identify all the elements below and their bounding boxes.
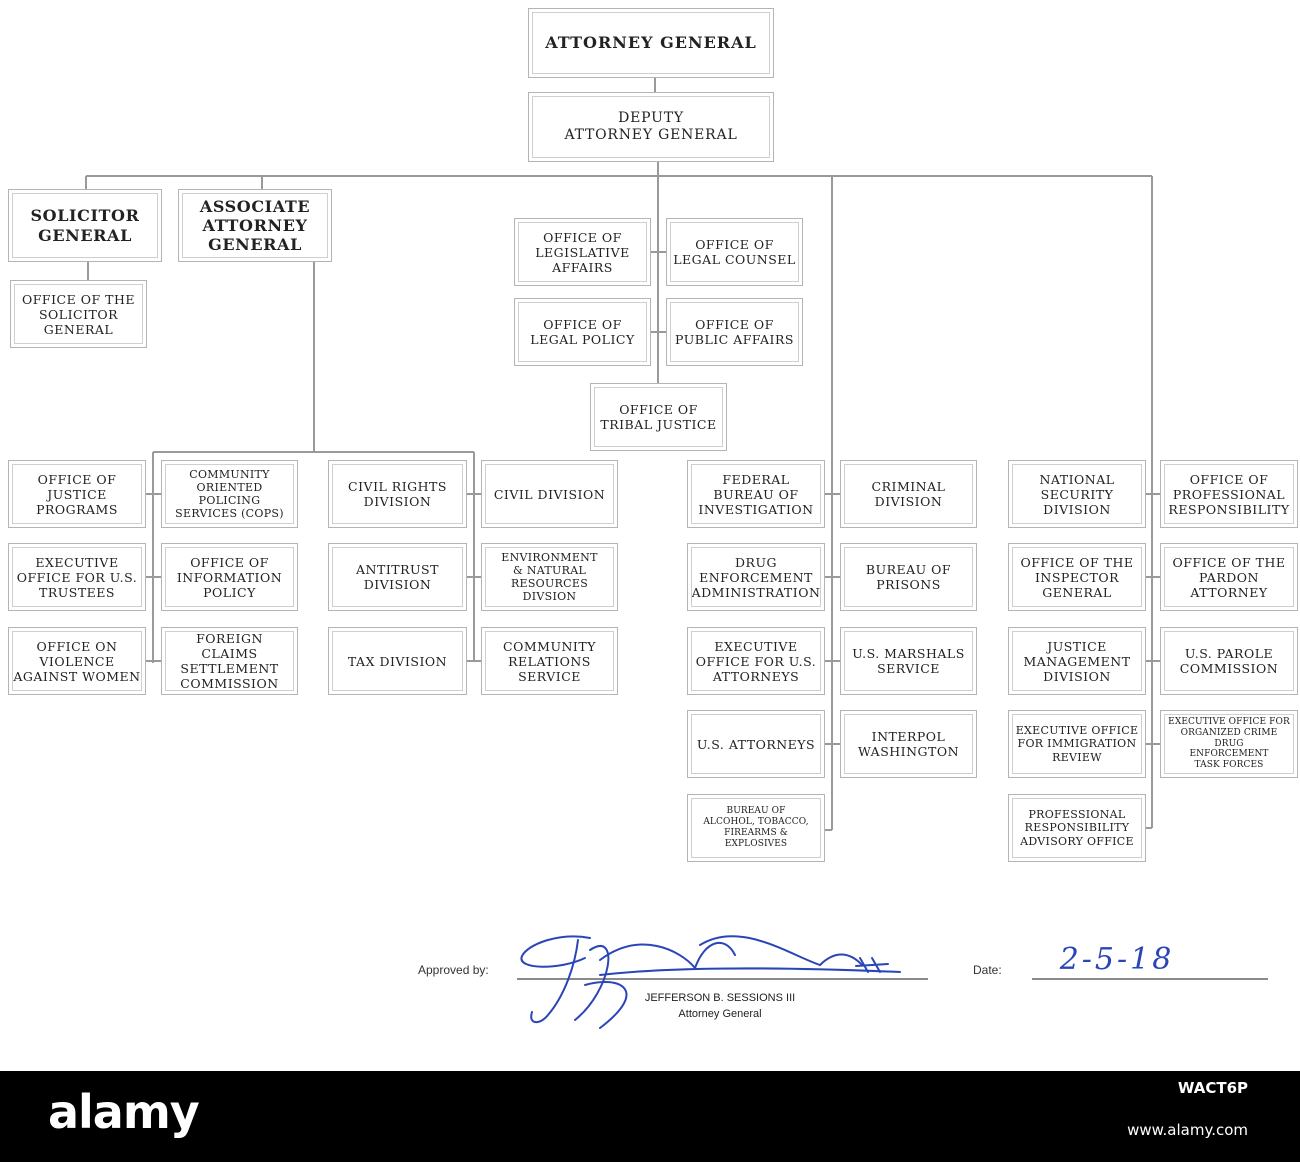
org-label: U.S. PAROLE COMMISSION <box>1179 646 1279 676</box>
org-label: ANTITRUST DIVISION <box>356 562 439 592</box>
org-label: CIVIL RIGHTS DIVISION <box>348 479 447 509</box>
org-label: NATIONAL SECURITY DIVISION <box>1039 471 1115 517</box>
footer-url: www.alamy.com <box>1127 1121 1248 1139</box>
org-label: EXECUTIVE OFFICE FOR ORGANIZED CRIME DRUG ENFORCEMENT TASK FORCES <box>1168 717 1290 771</box>
signer-title: Attorney General <box>678 1008 762 1020</box>
org-label: OFFICE OF THE INSPECTOR GENERAL <box>1020 554 1134 600</box>
org-label: OFFICE OF TRIBAL JUSTICE <box>600 402 717 432</box>
org-label: DEPUTY ATTORNEY GENERAL <box>564 110 738 143</box>
org-label: JUSTICE MANAGEMENT DIVISION <box>1023 638 1131 684</box>
org-label: ENVIRONMENT & NATURAL RESOURCES DIVSION <box>501 550 598 604</box>
org-label: BUREAU OF PRISONS <box>865 562 952 592</box>
org-label: BUREAU OF ALCOHOL, TOBACCO, FIREARMS & EXPLOSIVES <box>703 806 809 849</box>
org-label: CIVIL DIVISION <box>493 486 606 502</box>
org-label: OFFICE OF PUBLIC AFFAIRS <box>675 317 794 347</box>
org-label: CRIMINAL DIVISION <box>871 479 946 509</box>
org-label: EXECUTIVE OFFICE FOR U.S. TRUSTEES <box>16 554 138 600</box>
org-label: OFFICE OF LEGAL POLICY <box>530 317 635 347</box>
org-label: OFFICE ON VIOLENCE AGAINST WOMEN <box>13 638 141 684</box>
org-label: INTERPOL WASHINGTON <box>857 729 960 759</box>
org-label: COMMUNITY RELATIONS SERVICE <box>503 638 596 684</box>
org-label: EXECUTIVE OFFICE FOR IMMIGRATION REVIEW <box>1015 724 1139 764</box>
org-label: OFFICE OF LEGAL COUNSEL <box>673 237 796 267</box>
footer-image-id: WACT6P <box>1177 1079 1248 1097</box>
org-label: EXECUTIVE OFFICE FOR U.S. ATTORNEYS <box>695 638 817 684</box>
approved-by-label: Approved by: <box>418 963 489 977</box>
org-label: OFFICE OF JUSTICE PROGRAMS <box>36 471 118 517</box>
date-value: 2-5-18 <box>1059 942 1175 977</box>
date-label: Date: <box>973 963 1002 977</box>
org-label: SOLICITOR GENERAL <box>30 206 140 245</box>
org-label: OFFICE OF INFORMATION POLICY <box>176 554 283 600</box>
org-label: COMMUNITY ORIENTED POLICING SERVICES (COPS) <box>175 467 284 521</box>
footer-brand: alamy <box>48 1085 199 1139</box>
org-label: OFFICE OF PROFESSIONAL RESPONSIBILITY <box>1168 471 1290 517</box>
org-label: U.S. ATTORNEYS <box>696 736 816 752</box>
signer-name: JEFFERSON B. SESSIONS III <box>644 992 796 1004</box>
org-label: U.S. MARSHALS SERVICE <box>852 646 965 676</box>
org-label: TAX DIVISION <box>347 653 448 669</box>
org-label: ATTORNEY GENERAL <box>545 33 757 53</box>
org-label: FEDERAL BUREAU OF INVESTIGATION <box>698 471 814 517</box>
org-label: FOREIGN CLAIMS SETTLEMENT COMMISSION <box>180 631 279 691</box>
org-label: OFFICE OF LEGISLATIVE AFFAIRS <box>535 229 630 275</box>
org-label: OFFICE OF THE SOLICITOR GENERAL <box>22 291 135 337</box>
org-label: OFFICE OF THE PARDON ATTORNEY <box>1172 554 1286 600</box>
org-label: PROFESSIONAL RESPONSIBILITY ADVISORY OFFICE <box>1020 808 1134 848</box>
org-label: DRUG ENFORCEMENT ADMINISTRATION <box>691 554 821 600</box>
org-label: ASSOCIATE ATTORNEY GENERAL <box>199 196 311 255</box>
footer-bar <box>0 1071 1300 1162</box>
